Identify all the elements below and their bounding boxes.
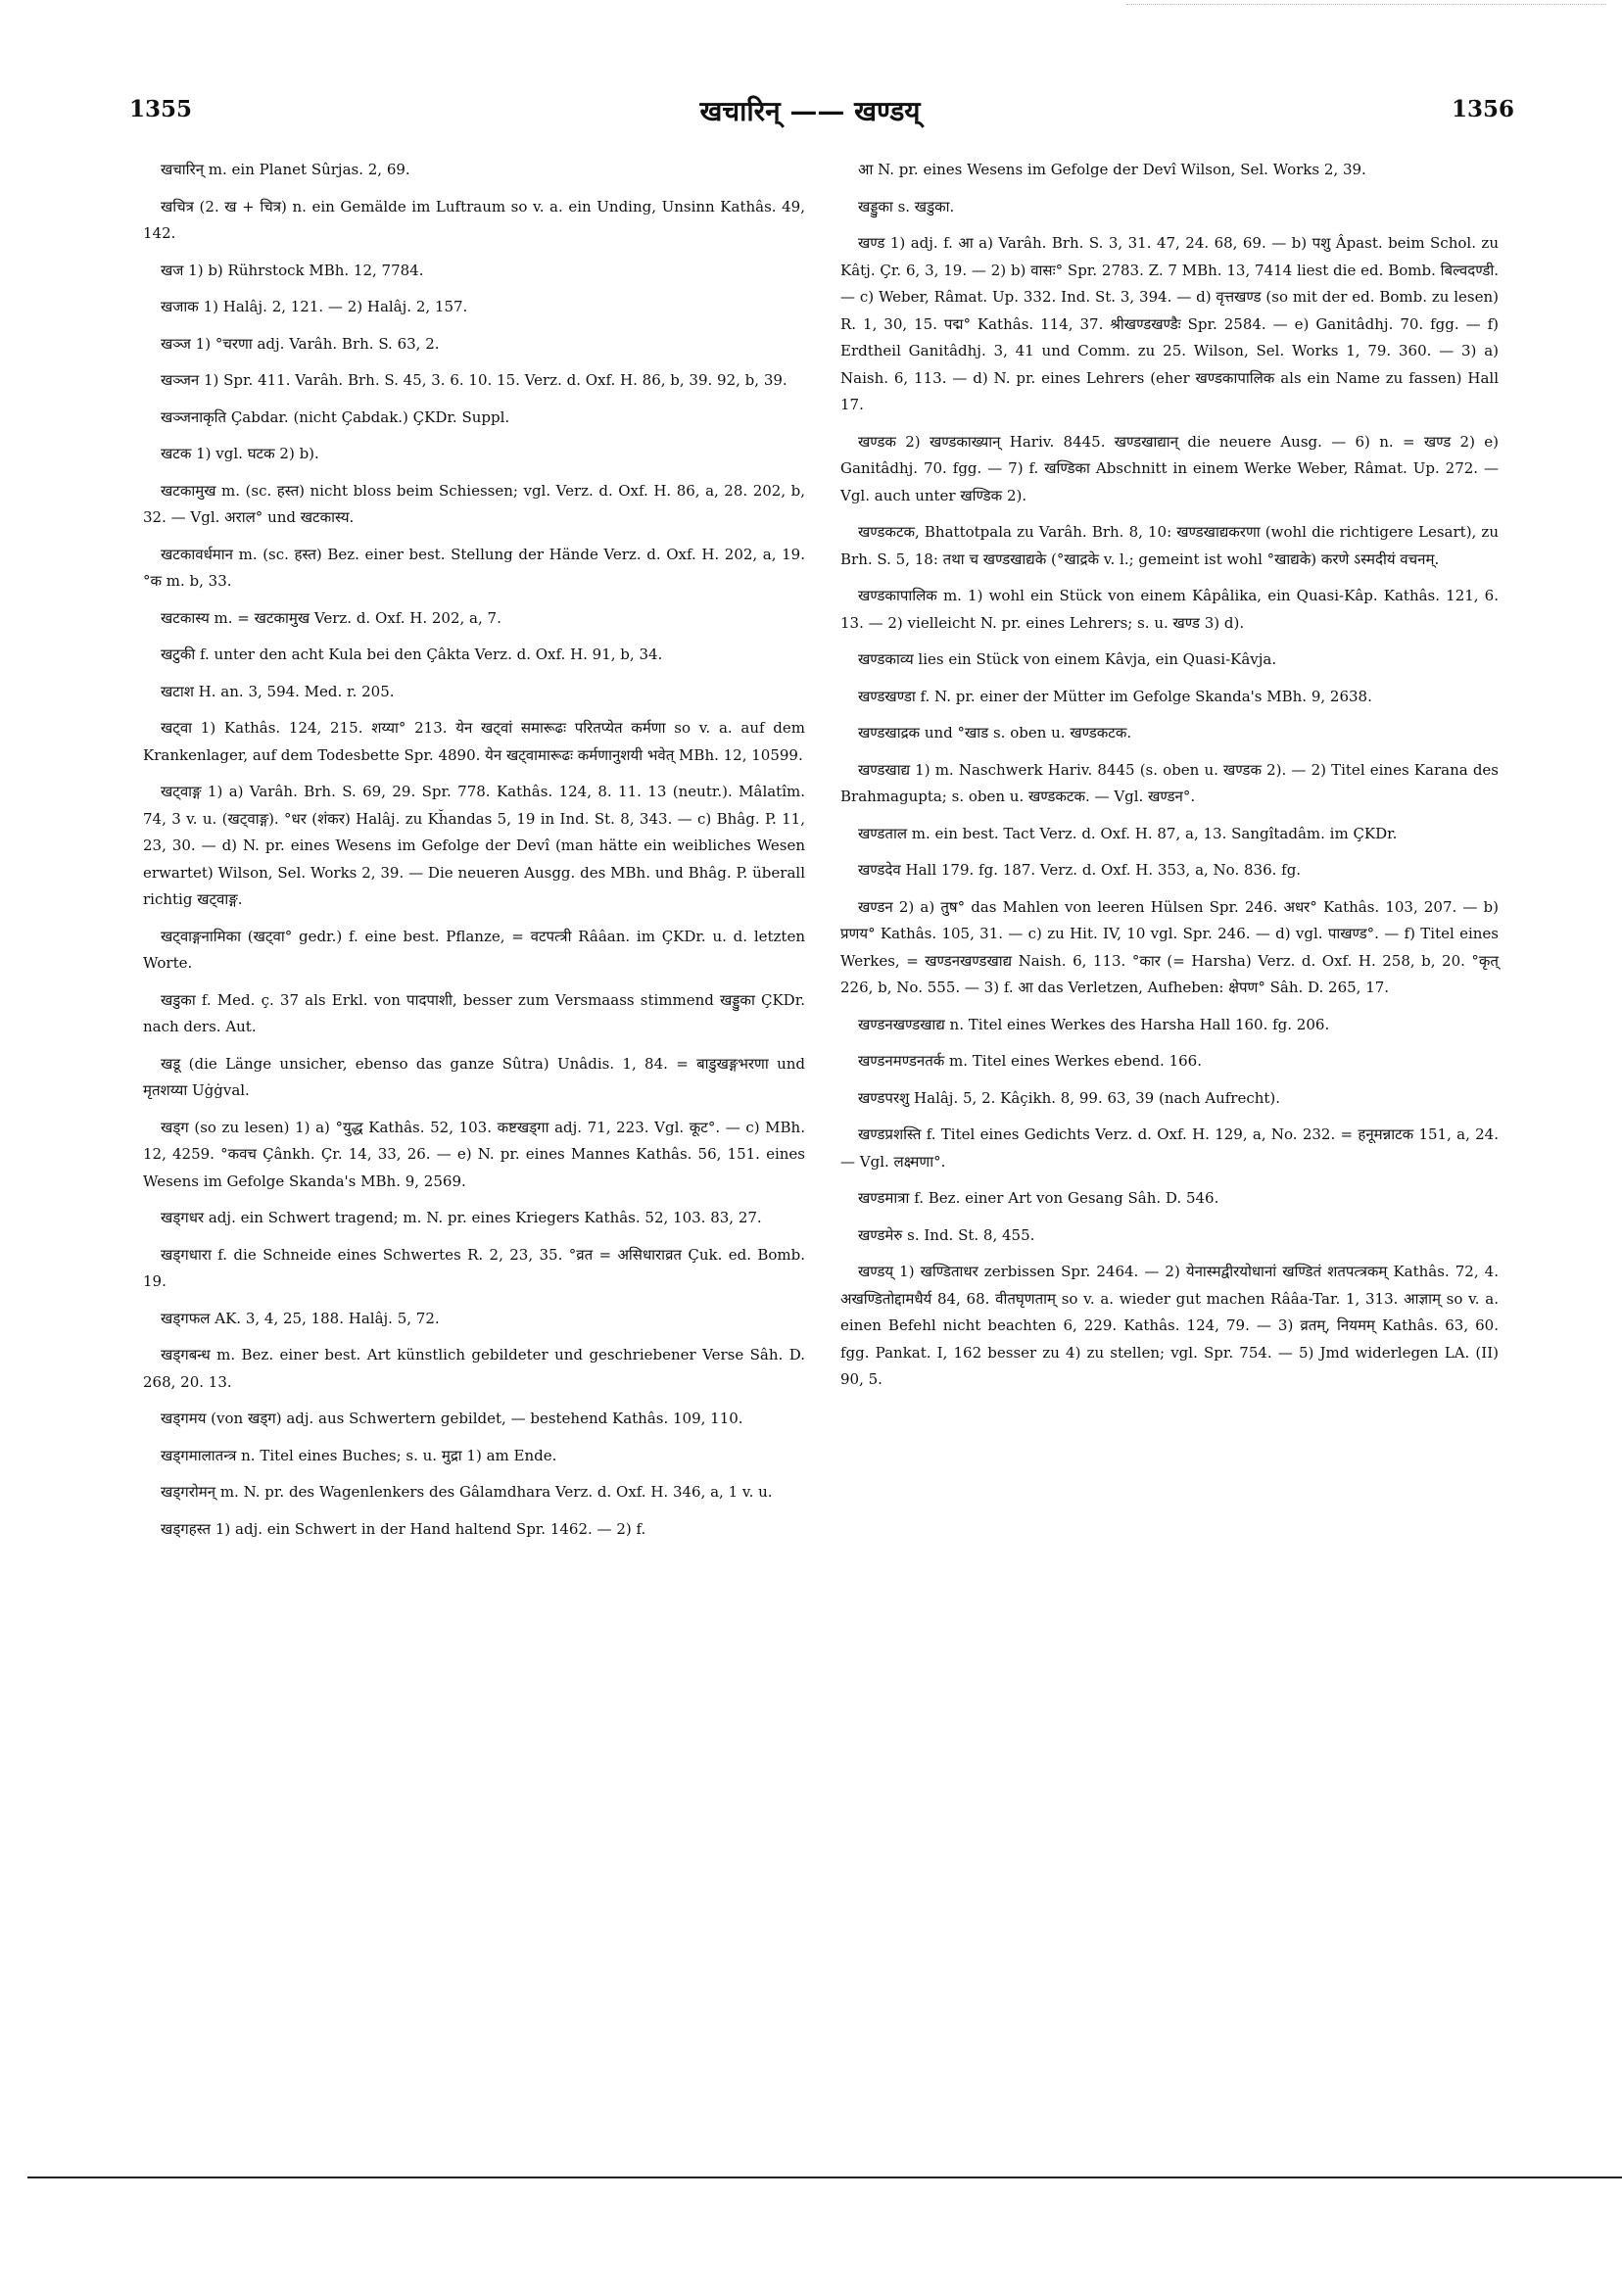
dictionary-entry: खजाक 1) Halâj. 2, 121. — 2) Halâj. 2, 157. [161, 298, 468, 315]
left-column [143, 157, 805, 1553]
footer-rule [27, 2176, 1622, 2178]
dictionary-entry: खण्डमेरु s. Ind. St. 8, 455. [858, 1225, 1035, 1244]
dictionary-entry: खटाश H. an. 3, 594. Med. r. 205. [161, 682, 395, 700]
dictionary-entry: खण्डमात्रा f. Bez. einer Art von Gesang Sâh. D. 546. [858, 1189, 1219, 1207]
headword-first: खचारिन् [699, 95, 781, 127]
dictionary-entry: खचारिन् m. ein Planet Sûrjas. 2, 69. [161, 161, 410, 178]
dictionary-entry: खण्डपरशु Halâj. 5, 2. Kâçikh. 8, 99. 63, 39 (nach Aufrecht). [858, 1088, 1281, 1107]
dictionary-entry: खञ्जनाकृति Çabdar. (nicht Çabdak.) ÇKDr. Suppl. [161, 407, 510, 426]
dictionary-entry: खण्डखाद्रक und °खाड s. oben u. खण्डकटक. [858, 724, 1132, 741]
page-number-left: 1355 [129, 96, 193, 122]
dictionary-entry: खडुका f. Med. ç. 37 als Erkl. von पादपाशी, besser zum Versmaass stimmend खड्डुका ÇKDr. nach ders. Aut. [143, 990, 805, 1035]
dictionary-entry: खड्गधारा f. die Schneide eines Schwertes R. 2, 23, 35. °व्रत = असिधाराव्रत Çuk. ed. Bomb. 19. [143, 1245, 805, 1290]
dictionary-entry: खण्डकापालिक m. 1) wohl ein Stück von einem Kâpâlika, ein Quasi-Kâp. Kathâs. 121, 6. 13. — 2) vielleicht N. pr. eines Lehrers; s. u. खण्ड 3) d). [840, 587, 1499, 632]
headword-last: खण्डय् [854, 95, 921, 127]
dictionary-entry: खण्डदेव Hall 179. fg. 187. Verz. d. Oxf. H. 353, a, No. 836. fg. [858, 861, 1302, 879]
dictionary-entry: खड्गहस्त 1) adj. ein Schwert in der Hand haltend Spr. 1462. — 2) f. [161, 1519, 646, 1538]
dictionary-entry: खड्गफल AK. 3, 4, 25, 188. Halâj. 5, 72. [161, 1309, 440, 1327]
dictionary-entry: खण्डनखण्डखाद्य n. Titel eines Werkes des Harsha Hall 160. fg. 206. [858, 1015, 1330, 1033]
dictionary-entry: खण्डकाव्य lies ein Stück von einem Kâvja, ein Quasi-Kâvja. [858, 650, 1277, 668]
dictionary-entry: खट्वा 1) Kathâs. 124, 215. शय्या° 213. येन खट्वां समारूढः परितप्येत कर्मणा so v. a. auf dem Krankenlager, auf dem Todesbette Spr. 4890. येन खट्वामारूढः कर्मणानुशयी भवेत् MBh. 12, 10599. [143, 719, 805, 764]
dictionary-entry: खज 1) b) Rührstock MBh. 12, 7784. [161, 261, 424, 279]
dictionary-entry: खटकावर्धमान m. (sc. हस्त) Bez. einer best. Stellung der Hände Verz. d. Oxf. H. 202, a, 19. °क m. b, 33. [143, 545, 805, 590]
dictionary-entry: खण्डनमण्डनतर्क m. Titel eines Werkes ebend. 166. [858, 1052, 1202, 1070]
dictionary-entry: खटकास्य m. = खटकामुख Verz. d. Oxf. H. 202, a, 7. [161, 608, 501, 627]
dictionary-entry: खण्डन 2) a) तुष° das Mahlen von leeren Hülsen Spr. 246. अधर° Kathâs. 103, 207. — b) प्रणय° Kathâs. 105, 31. — c) zu Hit. IV, 10 vgl. Spr. 246. — d) vgl. पाखण्ड°. — f) Titel eines Werkes, = खण्डनखण्डखाद्य Naish. 6, 113. °कार (= Harsha) Verz. d. Oxf. H. 258, b, 20. °कृत् 226, b, No. 555. — 3) f. आ das Verletzen, Aufheben: क्षेपण° Sâh. D. 265, 17. [840, 897, 1499, 996]
dictionary-entry: खण्डखण्डा f. N. pr. einer der Mütter im Gefolge Skanda's MBh. 9, 2638. [858, 687, 1372, 705]
page-header [90, 96, 1530, 135]
dictionary-entry: खण्ड 1) adj. f. आ a) Varâh. Brh. S. 3, 31. 47, 24. 68, 69. — b) पशु Âpast. beim Schol. zu Kâtj. Çr. 6, 3, 19. — 2) b) वासः° Spr. 2783. Z. 7 MBh. 13, 7414 liest die ed. Bomb. बिल्वदण्डी. — c) Weber, Râmat. Up. 332. Ind. St. 3, 394. — d) वृत्तखण्ड (so mit der ed. Bomb. zu lesen) R. 1, 30, 15. पद्म° Kathâs. 114, 37. श्रीखण्डखण्डैः Spr. 2584. — e) Ganitâdhj. 70. fgg. — f) Erdtheil Ganitâdhj. 3, 41 und Comm. zu 25. Wilson, Sel. Works 1, 79. 360. — 3) a) Naish. 6, 113. — d) N. pr. eines Lehrers (eher खण्डकापालिक als ein Name zu fassen) Hall 17. [840, 234, 1499, 413]
running-headwords [90, 92, 1530, 129]
dictionary-entry: खड्गरोमन् m. N. pr. des Wagenlenkers des Gâlamdhara Verz. d. Oxf. H. 346, a, 1 v. u. [161, 1483, 773, 1501]
headword-dash: —— [789, 95, 845, 127]
dictionary-entry: खटुकी f. unter den acht Kula bei den Çâkta Verz. d. Oxf. H. 91, b, 34. [161, 646, 663, 663]
dictionary-entry: खण्डताल m. ein best. Tact Verz. d. Oxf. H. 87, a, 13. Sangîtadâm. im ÇKDr. [858, 824, 1398, 842]
top-margin-line [1126, 4, 1606, 5]
dictionary-entry: खड्गबन्ध m. Bez. einer best. Art künstlich gebildeter und geschriebener Verse Sâh. D. 268, 20. 13. [143, 1346, 805, 1391]
dictionary-entry: खण्डय् 1) खण्डिताधर zerbissen Spr. 2464. — 2) येनास्मद्वीरयोधानां खण्डितं शतपत्त्रकम् Kathâs. 72, 4. अखण्डितोद्दामधैर्य 84, 68. वीतघृणताम् so v. a. wieder gut machen Rââa-Tar. 1, 313. आज्ञाम् so v. a. einen Befehl nicht beachten 6, 229. Kathâs. 124, 79. — 3) व्रतम्, नियमम् Kathâs. 63, 60. fgg. Pankat. I, 162 besser zu 4) zu stellen; vgl. Spr. 754. — 5) Jmd widerlegen LA. (II) 90, 5. [840, 1263, 1499, 1388]
page-number-right: 1356 [1451, 96, 1514, 122]
dictionary-entry: खट्वाङ्ग 1) a) Varâh. Brh. S. 69, 29. Spr. 778. Kathâs. 124, 8. 11. 13 (neutr.). Mâlatîm. 74, 3 v. u. (खट्वाङ्ग). °धर (शंकर) Halâj. zu Kh̆andas 5, 19 in Ind. St. 8, 343. — c) Bhâg. P. 11, 23, 30. — d) N. pr. eines Wesens im Gefolge der Devî (man hätte ein weibliches Wesen erwartet) Wilson, Sel. Works 2, 39. — Die neueren Ausgg. des MBh. und Bhâg. P. überall richtig खट्वाङ्ग. [143, 783, 805, 908]
dictionary-entry: खड्गधर adj. ein Schwert tragend; m. N. pr. eines Kriegers Kathâs. 52, 103. 83, 27. [161, 1209, 762, 1226]
dictionary-entry: खडू (die Länge unsicher, ebenso das ganze Sûtra) Unâdis. 1, 84. = बाडुखङ्गभरणा und मृतशय्या Uġġval. [143, 1054, 805, 1099]
dictionary-entry: खटकामुख m. (sc. हस्त) nicht bloss beim Schiessen; vgl. Verz. d. Oxf. H. 86, a, 28. 202, b, 32. — Vgl. अराल° und खटकास्य. [143, 481, 805, 526]
dictionary-entry: खटक 1) vgl. घटक 2) b). [161, 445, 319, 462]
dictionary-entry: खड्गमालातन्त्र n. Titel eines Buches; s. u. मुद्रा 1) am Ende. [161, 1446, 557, 1464]
dictionary-entry: खण्डक 2) खण्डकाख्यान् Hariv. 8445. खण्डखाद्यान् die neuere Ausg. — 6) n. = खण्ड 2) e) Ganitâdhj. 70. fgg. — 7) f. खण्डिका Abschnitt in einem Werke Weber, Râmat. Up. 272. — Vgl. auch unter खण्डिक 2). [840, 432, 1499, 504]
dictionary-entry: खट्वाङ्गनामिका (खट्वा° gedr.) f. eine best. Pflanze, = वटपत्त्री Rââan. im ÇKDr. u. d. letzten Worte. [143, 927, 805, 972]
dictionary-entry: खण्डखाद्य 1) m. Naschwerk Hariv. 8445 (s. oben u. खण्डक 2). — 2) Titel eines Karana des Brahmagupta; s. oben u. खण्डकटक. — Vgl. खण्डन°. [840, 760, 1499, 805]
dictionary-entry: खण्डप्रशस्ति f. Titel eines Gedichts Verz. d. Oxf. H. 129, a, No. 232. = हनूमन्नाटक 151, a, 24. — Vgl. लक्ष्मणा°. [840, 1125, 1499, 1171]
dictionary-entry: खचित्र (2. ख + चित्र) n. ein Gemälde im Luftraum so v. a. ein Unding, Unsinn Kathâs. 49, 142. [143, 197, 805, 242]
dictionary-entry: खञ्जन 1) Spr. 411. Varâh. Brh. S. 45, 3. 6. 10. 15. Verz. d. Oxf. H. 86, b, 39. 92, b, 39. [161, 371, 787, 389]
dictionary-entry: खण्डकटक, Bhattotpala zu Varâh. Brh. 8, 10: खण्डखाद्यकरणा (wohl die richtigere Lesart), zu Brh. S. 5, 18: तथा च खण्डखाद्यके (°खाद्रके v. l.; gemeint ist wohl °खाद्यके) करणे ऽस्मदीयं वचनम्. [840, 523, 1499, 568]
dictionary-entry: खड्ग (so zu lesen) 1) a) °युद्ध Kathâs. 52, 103. कष्टखड्गा adj. 71, 223. Vgl. कूट°. — c) MBh. 12, 4259. °कवच Çânkh. Çr. 14, 33, 26. — e) N. pr. eines Mannes Kathâs. 56, 151. eines Wesens im Gefolge Skanda's MBh. 9, 2569. [143, 1118, 805, 1190]
dictionary-entry: खड्डुका s. खडुका. [858, 197, 955, 215]
dictionary-entry: खड्गमय (von खड्ग) adj. aus Schwertern gebildet, — bestehend Kathâs. 109, 110. [161, 1410, 743, 1427]
dictionary-entry: खञ्ज 1) °चरणा adj. Varâh. Brh. S. 63, 2. [161, 334, 440, 353]
right-column [840, 157, 1499, 1404]
dictionary-entry: आ N. pr. eines Wesens im Gefolge der Devî Wilson, Sel. Works 2, 39. [858, 161, 1366, 178]
